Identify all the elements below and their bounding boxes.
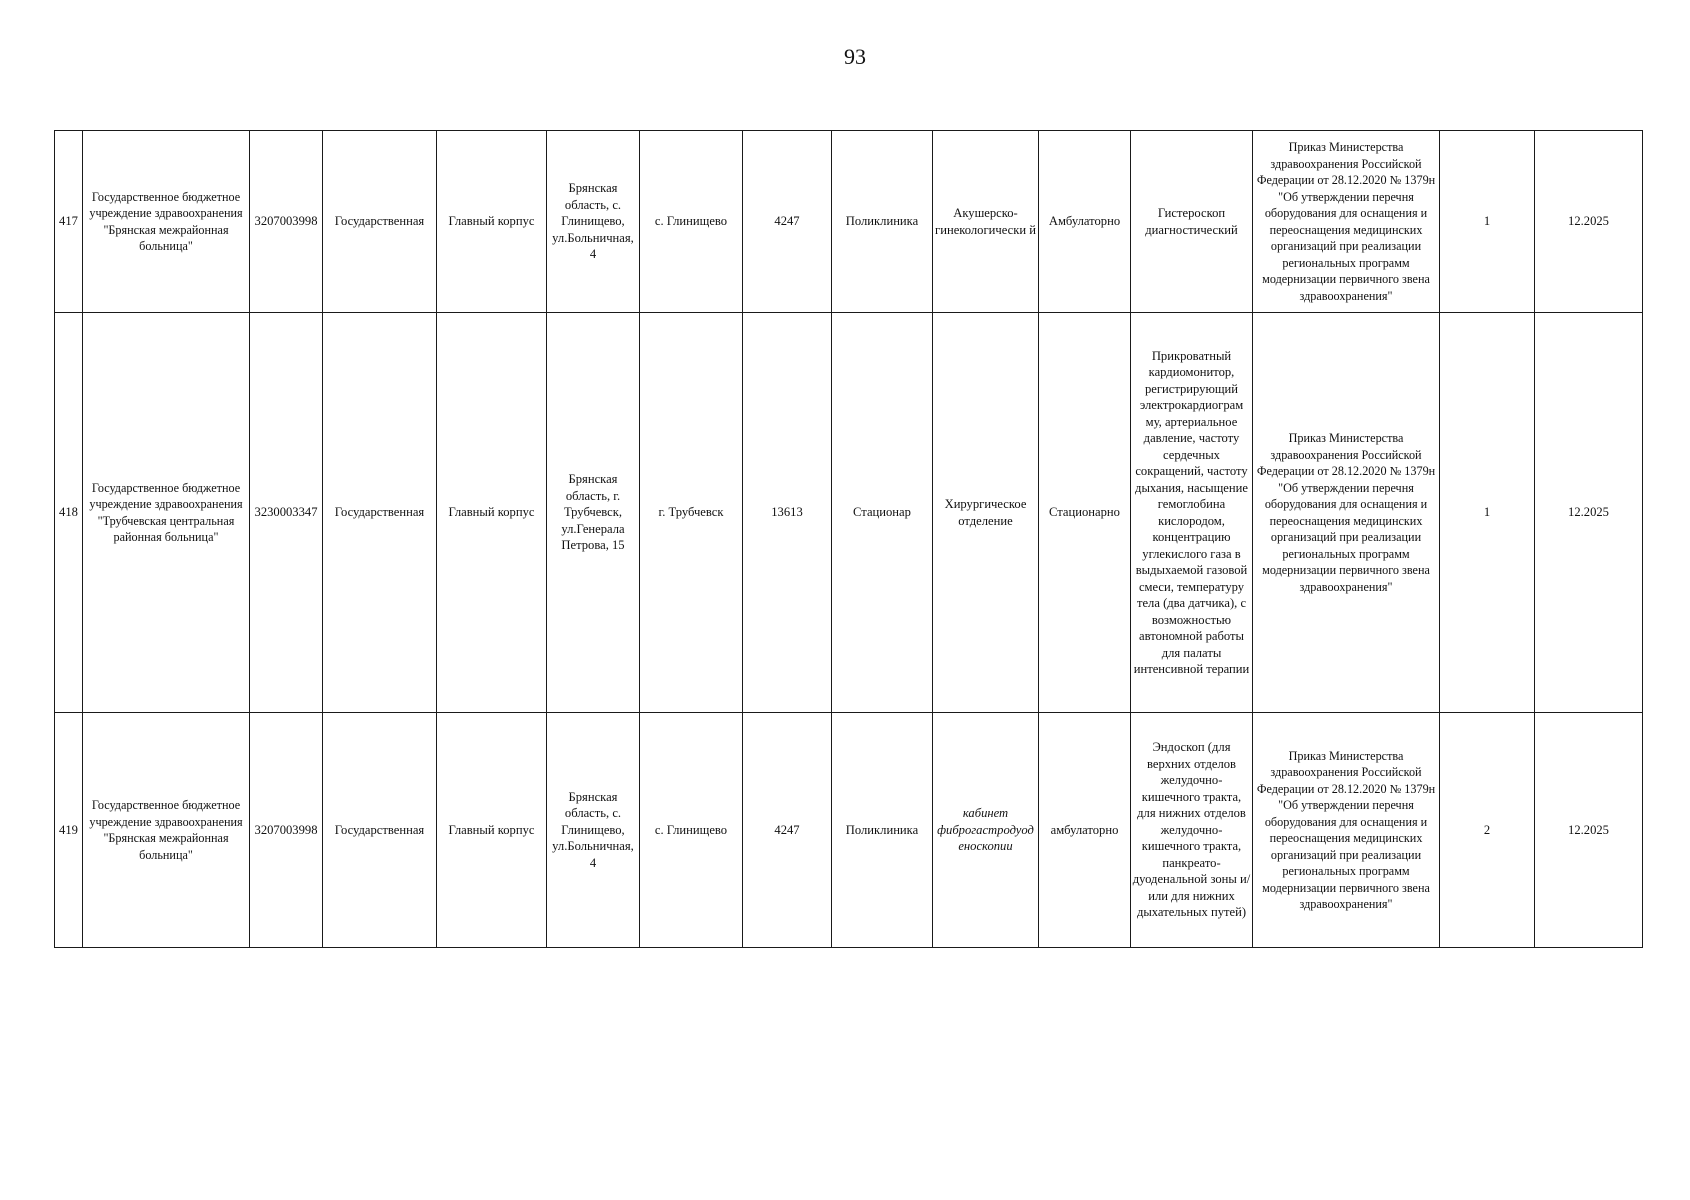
quantity-cell: 1 [1440, 131, 1535, 313]
order-cell: Приказ Министерства здравоохранения Российской Федерации от 28.12.2020 № 1379н "Об утверждении перечня оборудования для оснащения и переоснащения медицинских организаций при реализации региональных программ модернизации первичного звена здравоохранения" [1253, 131, 1440, 313]
care-form-cell: Амбулаторно [1039, 131, 1131, 313]
settlement-cell: с. Глинищево [640, 131, 743, 313]
ownership-cell: Государственная [323, 713, 437, 948]
organization-cell: Государственное бюджетное учреждение здравоохранения "Брянская межрайонная больница" [83, 131, 250, 313]
care-form-cell: амбулаторно [1039, 713, 1131, 948]
building-cell: Главный корпус [437, 131, 547, 313]
unit-type-cell: Поликлиника [832, 131, 933, 313]
department-cell: Акушерско-гинекологически й [933, 131, 1039, 313]
quantity-cell: 1 [1440, 313, 1535, 713]
unit-type-cell: Стационар [832, 313, 933, 713]
building-cell: Главный корпус [437, 713, 547, 948]
row-number-cell: 419 [55, 713, 83, 948]
building-cell: Главный корпус [437, 313, 547, 713]
table-row [55, 313, 1643, 713]
date-cell: 12.2025 [1535, 313, 1643, 713]
inn-cell: 3207003998 [250, 713, 323, 948]
table-row [55, 713, 1643, 948]
population-cell: 13613 [743, 313, 832, 713]
table-row [55, 131, 1643, 313]
settlement-cell: г. Трубчевск [640, 313, 743, 713]
settlement-cell: с. Глинищево [640, 713, 743, 948]
address-cell: Брянская область, с. Глинищево, ул.Больничная, 4 [547, 131, 640, 313]
equipment-cell: Эндоскоп (для верхних отделов желудочно-кишечного тракта, для нижних отделов желудочно-кишечного тракта, панкреато-дуоденальной зоны и/или для нижних дыхательных путей) [1131, 713, 1253, 948]
ownership-cell: Государственная [323, 131, 437, 313]
inn-cell: 3207003998 [250, 131, 323, 313]
page-number: 93 [844, 44, 866, 69]
inn-cell: 3230003347 [250, 313, 323, 713]
department-cell: кабинет фиброгастродуод еноскопии [933, 713, 1039, 948]
date-cell: 12.2025 [1535, 131, 1643, 313]
quantity-cell: 2 [1440, 713, 1535, 948]
equipment-cell: Гистероскоп диагностический [1131, 131, 1253, 313]
ownership-cell: Государственная [323, 313, 437, 713]
equipment-cell: Прикроватный кардиомонитор, регистрирующий электрокардиограм му, артериальное давление, частоту сердечных сокращений, частоту дыхания, насыщение гемоглобина кислородом, концентрацию углекислого газа в выдыхаемой газовой смеси, температуру тела (два датчика), с возможностью автономной работы для палаты интенсивной терапии [1131, 313, 1253, 713]
date-cell: 12.2025 [1535, 713, 1643, 948]
equipment-registry-table [54, 130, 1643, 948]
population-cell: 4247 [743, 713, 832, 948]
organization-cell: Государственное бюджетное учреждение здравоохранения "Трубчевская центральная районная больница" [83, 313, 250, 713]
department-cell: Хирургическое отделение [933, 313, 1039, 713]
address-cell: Брянская область, с. Глинищево, ул.Больничная, 4 [547, 713, 640, 948]
unit-type-cell: Поликлиника [832, 713, 933, 948]
population-cell: 4247 [743, 131, 832, 313]
care-form-cell: Стационарно [1039, 313, 1131, 713]
order-cell: Приказ Министерства здравоохранения Российской Федерации от 28.12.2020 № 1379н "Об утверждении перечня оборудования для оснащения и переоснащения медицинских организаций при реализации региональных программ модернизации первичного звена здравоохранения" [1253, 313, 1440, 713]
address-cell: Брянская область, г. Трубчевск, ул.Генерала Петрова, 15 [547, 313, 640, 713]
order-cell: Приказ Министерства здравоохранения Российской Федерации от 28.12.2020 № 1379н "Об утверждении перечня оборудования для оснащения и переоснащения медицинских организаций при реализации региональных программ модернизации первичного звена здравоохранения" [1253, 713, 1440, 948]
row-number-cell: 417 [55, 131, 83, 313]
row-number-cell: 418 [55, 313, 83, 713]
organization-cell: Государственное бюджетное учреждение здравоохранения "Брянская межрайонная больница" [83, 713, 250, 948]
